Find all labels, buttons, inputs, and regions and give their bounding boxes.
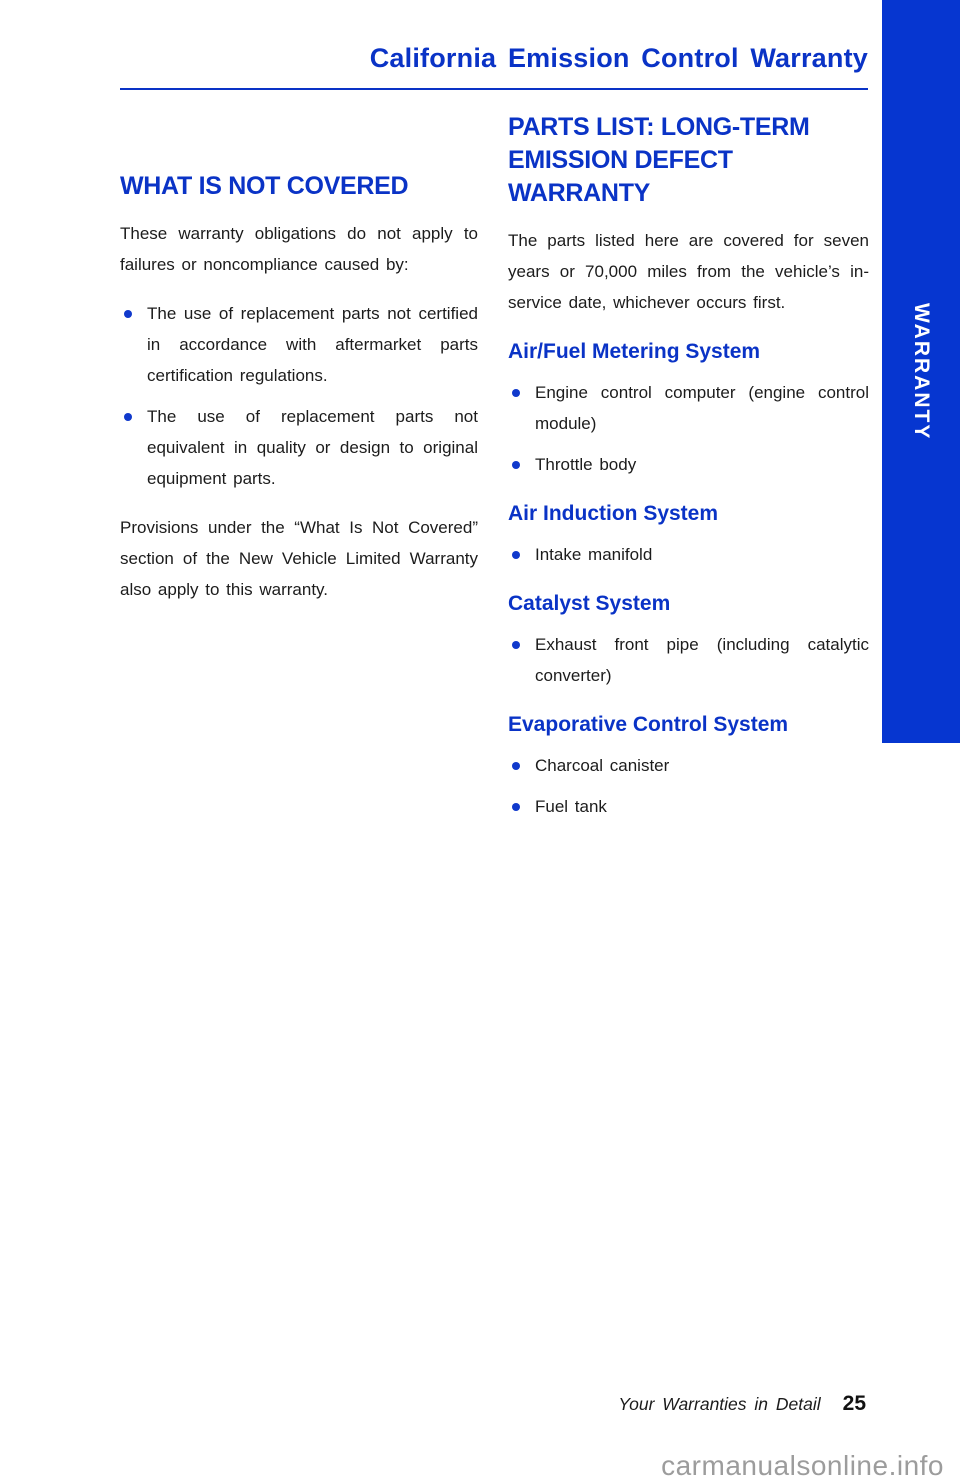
footer-section-label: Your Warranties in Detail: [618, 1394, 821, 1414]
bullet-icon: [124, 413, 132, 421]
right-column: [508, 111, 869, 834]
air-induction-system-heading: Air Induction System: [508, 502, 719, 525]
left-intro-paragraph: These warranty obligations do not apply to failures or noncompliance caused by:: [120, 224, 478, 274]
air-fuel-metering-bullet-list: [508, 377, 869, 480]
list-item-text: Throttle body: [535, 455, 637, 474]
list-item: [508, 539, 869, 570]
list-item: [508, 449, 869, 480]
catalyst-bullet-list: [508, 629, 869, 691]
watermark: carmanualsonline.info: [661, 1450, 944, 1481]
evaporative-control-system-heading: Evaporative Control System: [508, 713, 789, 736]
bullet-icon: [512, 461, 520, 469]
parts-list-intro-paragraph: The parts listed here are covered for seven years or 70,000 miles from the vehicle’s in-service date, whichever occurs first.: [508, 231, 869, 312]
warranty-tab-label: WARRANTY: [910, 302, 933, 441]
list-item: [120, 401, 478, 494]
left-outro-paragraph: Provisions under the “What Is Not Covered” section of the New Vehicle Limited Warranty also apply to this warranty.: [120, 518, 478, 599]
parts-list-heading: PARTS LIST: LONG-TERM EMISSION DEFECT WARRANTY: [508, 113, 810, 207]
list-item: [508, 750, 869, 781]
list-item-text: Charcoal canister: [535, 756, 670, 775]
page-footer: [618, 1392, 866, 1416]
title-rule: [120, 88, 868, 90]
what-is-not-covered-heading: WHAT IS NOT COVERED: [120, 172, 409, 200]
list-item-text: Intake manifold: [535, 545, 653, 564]
warranty-section-tab: [882, 0, 960, 743]
page-title: California Emission Control Warranty: [369, 43, 868, 73]
list-item: [508, 377, 869, 439]
air-fuel-metering-system-heading: Air/Fuel Metering System: [508, 340, 761, 363]
list-item-text: The use of replacement parts not equivalent in quality or design to original equipment parts.: [147, 407, 478, 488]
list-item: [508, 791, 869, 822]
list-item-text: The use of replacement parts not certified in accordance with aftermarket parts certification regulations.: [147, 304, 478, 385]
air-induction-bullet-list: [508, 539, 869, 570]
bullet-icon: [124, 310, 132, 318]
evaporative-control-bullet-list: [508, 750, 869, 822]
bullet-icon: [512, 762, 520, 770]
bullet-icon: [512, 389, 520, 397]
left-column: [120, 170, 478, 605]
list-item-text: Exhaust front pipe (including catalytic converter): [535, 635, 869, 685]
catalyst-system-heading: Catalyst System: [508, 592, 671, 615]
bullet-icon: [512, 803, 520, 811]
list-item-text: Engine control computer (engine control module): [535, 383, 869, 433]
left-bullet-list: [120, 298, 478, 494]
list-item-text: Fuel tank: [535, 797, 607, 816]
bullet-icon: [512, 641, 520, 649]
bullet-icon: [512, 551, 520, 559]
list-item: [508, 629, 869, 691]
page-number: 25: [842, 1392, 866, 1415]
list-item: [120, 298, 478, 391]
